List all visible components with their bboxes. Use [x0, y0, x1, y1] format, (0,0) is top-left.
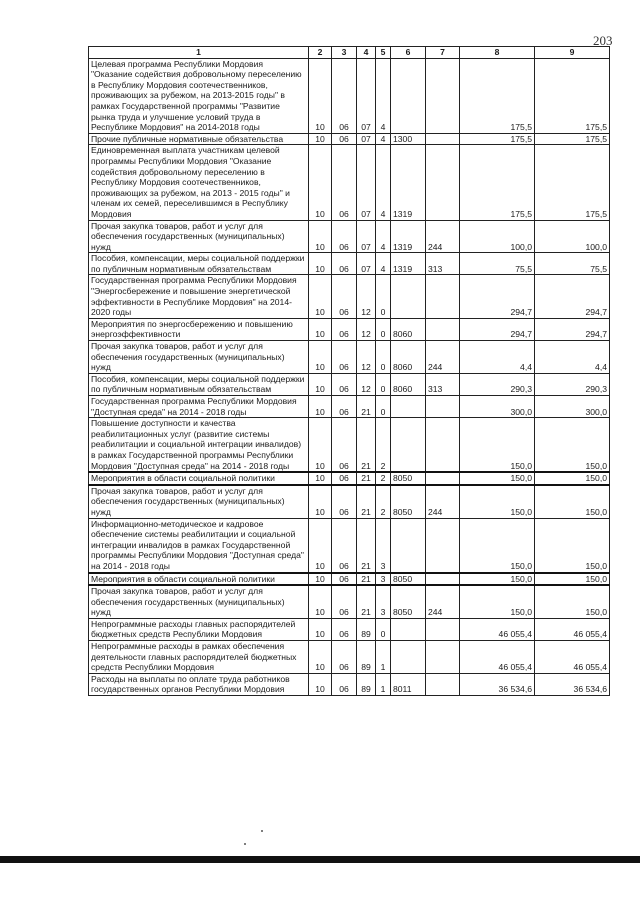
row-name-cell: Непрограммные расходы в рамках обеспечения деятельности главных распорядителей бюджетных средств Республики Мордовия	[89, 641, 309, 674]
subprogram-code-cell: 1	[376, 673, 391, 695]
budget-table	[88, 46, 610, 696]
row-name-cell: Прочая закупка товаров, работ и услуг для обеспечения государственных (муниципальных) нужд	[89, 220, 309, 253]
expense-type-cell	[426, 618, 460, 640]
subsection-code-cell: 06	[332, 133, 357, 145]
article-code-cell	[391, 518, 426, 572]
subsection-code-cell: 06	[332, 618, 357, 640]
section-code-cell: 10	[309, 573, 332, 586]
subprogram-code-cell: 2	[376, 418, 391, 472]
section-code-cell: 10	[309, 641, 332, 674]
table-row	[89, 220, 610, 253]
subsection-code-cell: 06	[332, 485, 357, 518]
expense-type-cell	[426, 396, 460, 418]
row-name-cell: Пособия, компенсации, меры социальной поддержки по публичным нормативным обязательствам	[89, 373, 309, 395]
article-code-cell: 8060	[391, 318, 426, 340]
amount-cell: 175,5	[460, 58, 535, 133]
section-code-cell: 10	[309, 618, 332, 640]
amount-cell: 4,4	[535, 341, 610, 374]
header-cell: 6	[391, 47, 426, 59]
amount-cell: 75,5	[460, 253, 535, 275]
header-cell: 1	[89, 47, 309, 59]
article-code-cell	[391, 396, 426, 418]
subsection-code-cell: 06	[332, 253, 357, 275]
amount-cell: 150,0	[460, 472, 535, 485]
row-name-cell: Прочие публичные нормативные обязательства	[89, 133, 309, 145]
amount-cell: 150,0	[460, 585, 535, 618]
amount-cell: 46 055,4	[460, 641, 535, 674]
subprogram-code-cell: 3	[376, 573, 391, 586]
program-code-cell: 07	[357, 220, 376, 253]
subsection-code-cell: 06	[332, 58, 357, 133]
row-name-cell: Повышение доступности и качества реабилитационных услуг (развитие системы реабилитации и социальной интеграции инвалидов) в рамках Государственной программы Республики Мордовия "Доступная среда" на 2014 - 2018 годы	[89, 418, 309, 472]
section-code-cell: 10	[309, 418, 332, 472]
table-row	[89, 275, 610, 318]
table-row	[89, 396, 610, 418]
article-code-cell: 8050	[391, 472, 426, 485]
subprogram-code-cell: 3	[376, 518, 391, 572]
amount-cell: 294,7	[460, 275, 535, 318]
row-name-cell: Единовременная выплата участникам целевой программы Республики Мордовия "Оказание содействия добровольному переселению в Республику Мордовия соотечественников, проживающих за рубежом, на 2013 - 2015 годы" и членам их семей, переселившимся в Республику Мордовия	[89, 145, 309, 220]
article-code-cell: 8060	[391, 373, 426, 395]
program-code-cell: 21	[357, 485, 376, 518]
article-code-cell: 8050	[391, 485, 426, 518]
article-code-cell: 8050	[391, 573, 426, 586]
scan-speck	[261, 830, 263, 832]
row-name-cell: Государственная программа Республики Мордовия "Энергосбережение и повышение энергетической эффективности в Республике Мордовия" на 2014-2020 годы	[89, 275, 309, 318]
article-code-cell: 1300	[391, 133, 426, 145]
table-row	[89, 341, 610, 374]
subsection-code-cell: 06	[332, 573, 357, 586]
expense-type-cell	[426, 58, 460, 133]
subsection-code-cell: 06	[332, 275, 357, 318]
header-cell: 4	[357, 47, 376, 59]
subprogram-code-cell: 4	[376, 58, 391, 133]
scan-edge-bar	[0, 856, 640, 863]
section-code-cell: 10	[309, 275, 332, 318]
table-row	[89, 318, 610, 340]
article-code-cell	[391, 618, 426, 640]
article-code-cell	[391, 641, 426, 674]
row-name-cell: Расходы на выплаты по оплате труда работников государственных органов Республики Мордовия	[89, 673, 309, 695]
amount-cell: 175,5	[535, 145, 610, 220]
section-code-cell: 10	[309, 220, 332, 253]
table-row	[89, 673, 610, 695]
row-name-cell: Целевая программа Республики Мордовия "Оказание содействия добровольному переселению в Республику Мордовия соотечественников, проживающих за рубежом, на 2013-2015 годы" в рамках Государственной программы "Развитие рынка труда и улучшение условий труда в Республике Мордовия" на 2014-2018 годы	[89, 58, 309, 133]
amount-cell: 300,0	[460, 396, 535, 418]
amount-cell: 46 055,4	[535, 641, 610, 674]
header-cell: 5	[376, 47, 391, 59]
table-row	[89, 573, 610, 586]
subprogram-code-cell: 4	[376, 220, 391, 253]
program-code-cell: 21	[357, 573, 376, 586]
amount-cell: 4,4	[460, 341, 535, 374]
subsection-code-cell: 06	[332, 641, 357, 674]
article-code-cell: 1319	[391, 220, 426, 253]
header-cell: 3	[332, 47, 357, 59]
row-name-cell: Прочая закупка товаров, работ и услуг для обеспечения государственных (муниципальных) нужд	[89, 585, 309, 618]
section-code-cell: 10	[309, 673, 332, 695]
table-row	[89, 373, 610, 395]
expense-type-cell: 244	[426, 341, 460, 374]
amount-cell: 175,5	[535, 58, 610, 133]
scan-speck	[244, 843, 246, 845]
article-code-cell: 1319	[391, 145, 426, 220]
program-code-cell: 21	[357, 396, 376, 418]
amount-cell: 150,0	[535, 585, 610, 618]
amount-cell: 290,3	[460, 373, 535, 395]
program-code-cell: 12	[357, 341, 376, 374]
amount-cell: 175,5	[535, 133, 610, 145]
subprogram-code-cell: 2	[376, 472, 391, 485]
subprogram-code-cell: 4	[376, 133, 391, 145]
section-code-cell: 10	[309, 518, 332, 572]
subsection-code-cell: 06	[332, 418, 357, 472]
table-row	[89, 518, 610, 572]
expense-type-cell	[426, 641, 460, 674]
expense-type-cell	[426, 573, 460, 586]
subprogram-code-cell: 4	[376, 253, 391, 275]
header-cell: 8	[460, 47, 535, 59]
amount-cell: 150,0	[460, 485, 535, 518]
subprogram-code-cell: 0	[376, 373, 391, 395]
article-code-cell: 1319	[391, 253, 426, 275]
subsection-code-cell: 06	[332, 472, 357, 485]
program-code-cell: 21	[357, 472, 376, 485]
row-name-cell: Прочая закупка товаров, работ и услуг для обеспечения государственных (муниципальных) нужд	[89, 485, 309, 518]
amount-cell: 175,5	[460, 145, 535, 220]
article-code-cell	[391, 275, 426, 318]
expense-type-cell	[426, 133, 460, 145]
expense-type-cell: 244	[426, 485, 460, 518]
amount-cell: 150,0	[535, 518, 610, 572]
table-row	[89, 145, 610, 220]
table-row	[89, 472, 610, 485]
article-code-cell	[391, 58, 426, 133]
subprogram-code-cell: 0	[376, 396, 391, 418]
amount-cell: 150,0	[460, 418, 535, 472]
expense-type-cell: 244	[426, 585, 460, 618]
expense-type-cell: 313	[426, 253, 460, 275]
program-code-cell: 89	[357, 673, 376, 695]
amount-cell: 294,7	[460, 318, 535, 340]
table-header-row	[89, 47, 610, 59]
section-code-cell: 10	[309, 373, 332, 395]
table-row	[89, 641, 610, 674]
table-row	[89, 418, 610, 472]
subsection-code-cell: 06	[332, 373, 357, 395]
amount-cell: 100,0	[460, 220, 535, 253]
header-cell: 9	[535, 47, 610, 59]
row-name-cell: Непрограммные расходы главных распорядителей бюджетных средств Республики Мордовия	[89, 618, 309, 640]
table-row	[89, 618, 610, 640]
subprogram-code-cell: 2	[376, 485, 391, 518]
amount-cell: 150,0	[460, 573, 535, 586]
subsection-code-cell: 06	[332, 518, 357, 572]
section-code-cell: 10	[309, 133, 332, 145]
expense-type-cell	[426, 275, 460, 318]
amount-cell: 150,0	[535, 472, 610, 485]
subsection-code-cell: 06	[332, 145, 357, 220]
subprogram-code-cell: 0	[376, 618, 391, 640]
subsection-code-cell: 06	[332, 396, 357, 418]
subprogram-code-cell: 1	[376, 641, 391, 674]
section-code-cell: 10	[309, 396, 332, 418]
subsection-code-cell: 06	[332, 220, 357, 253]
program-code-cell: 89	[357, 618, 376, 640]
table-row	[89, 585, 610, 618]
row-name-cell: Прочая закупка товаров, работ и услуг для обеспечения государственных (муниципальных) нужд	[89, 341, 309, 374]
subprogram-code-cell: 0	[376, 275, 391, 318]
article-code-cell	[391, 418, 426, 472]
program-code-cell: 89	[357, 641, 376, 674]
program-code-cell: 07	[357, 58, 376, 133]
amount-cell: 300,0	[535, 396, 610, 418]
amount-cell: 150,0	[460, 518, 535, 572]
section-code-cell: 10	[309, 585, 332, 618]
amount-cell: 290,3	[535, 373, 610, 395]
table-row	[89, 485, 610, 518]
amount-cell: 150,0	[535, 573, 610, 586]
section-code-cell: 10	[309, 145, 332, 220]
table-row	[89, 253, 610, 275]
article-code-cell: 8011	[391, 673, 426, 695]
expense-type-cell	[426, 518, 460, 572]
subprogram-code-cell: 3	[376, 585, 391, 618]
program-code-cell: 07	[357, 145, 376, 220]
section-code-cell: 10	[309, 341, 332, 374]
amount-cell: 100,0	[535, 220, 610, 253]
amount-cell: 150,0	[535, 485, 610, 518]
amount-cell: 175,5	[460, 133, 535, 145]
subprogram-code-cell: 0	[376, 341, 391, 374]
expense-type-cell	[426, 145, 460, 220]
header-cell: 7	[426, 47, 460, 59]
row-name-cell: Информационно-методическое и кадровое обеспечение системы реабилитации и социальной интеграции инвалидов в рамках Государственной программы Республики Мордовия "Доступная среда" на 2014 - 2018 годы	[89, 518, 309, 572]
subsection-code-cell: 06	[332, 585, 357, 618]
expense-type-cell	[426, 472, 460, 485]
subprogram-code-cell: 4	[376, 145, 391, 220]
row-name-cell: Пособия, компенсации, меры социальной поддержки по публичным нормативным обязательствам	[89, 253, 309, 275]
amount-cell: 150,0	[535, 418, 610, 472]
header-cell: 2	[309, 47, 332, 59]
amount-cell: 46 055,4	[535, 618, 610, 640]
section-code-cell: 10	[309, 58, 332, 133]
program-code-cell: 21	[357, 418, 376, 472]
table-row	[89, 133, 610, 145]
row-name-cell: Государственная программа Республики Мордовия "Доступная среда" на 2014 - 2018 годы	[89, 396, 309, 418]
article-code-cell: 8050	[391, 585, 426, 618]
program-code-cell: 07	[357, 253, 376, 275]
section-code-cell: 10	[309, 318, 332, 340]
page-number: 203	[593, 33, 613, 48]
expense-type-cell	[426, 318, 460, 340]
amount-cell: 46 055,4	[460, 618, 535, 640]
expense-type-cell	[426, 418, 460, 472]
program-code-cell: 12	[357, 373, 376, 395]
subsection-code-cell: 06	[332, 341, 357, 374]
row-name-cell: Мероприятия по энергосбережению и повышению энергоэффективности	[89, 318, 309, 340]
row-name-cell: Мероприятия в области социальной политики	[89, 573, 309, 586]
amount-cell: 75,5	[535, 253, 610, 275]
section-code-cell: 10	[309, 253, 332, 275]
subprogram-code-cell: 0	[376, 318, 391, 340]
amount-cell: 294,7	[535, 318, 610, 340]
expense-type-cell	[426, 673, 460, 695]
amount-cell: 36 534,6	[460, 673, 535, 695]
program-code-cell: 07	[357, 133, 376, 145]
amount-cell: 36 534,6	[535, 673, 610, 695]
row-name-cell: Мероприятия в области социальной политики	[89, 472, 309, 485]
article-code-cell: 8060	[391, 341, 426, 374]
subsection-code-cell: 06	[332, 318, 357, 340]
table-row	[89, 58, 610, 133]
program-code-cell: 21	[357, 585, 376, 618]
amount-cell: 294,7	[535, 275, 610, 318]
program-code-cell: 21	[357, 518, 376, 572]
section-code-cell: 10	[309, 485, 332, 518]
subsection-code-cell: 06	[332, 673, 357, 695]
expense-type-cell: 244	[426, 220, 460, 253]
expense-type-cell: 313	[426, 373, 460, 395]
program-code-cell: 12	[357, 275, 376, 318]
section-code-cell: 10	[309, 472, 332, 485]
program-code-cell: 12	[357, 318, 376, 340]
